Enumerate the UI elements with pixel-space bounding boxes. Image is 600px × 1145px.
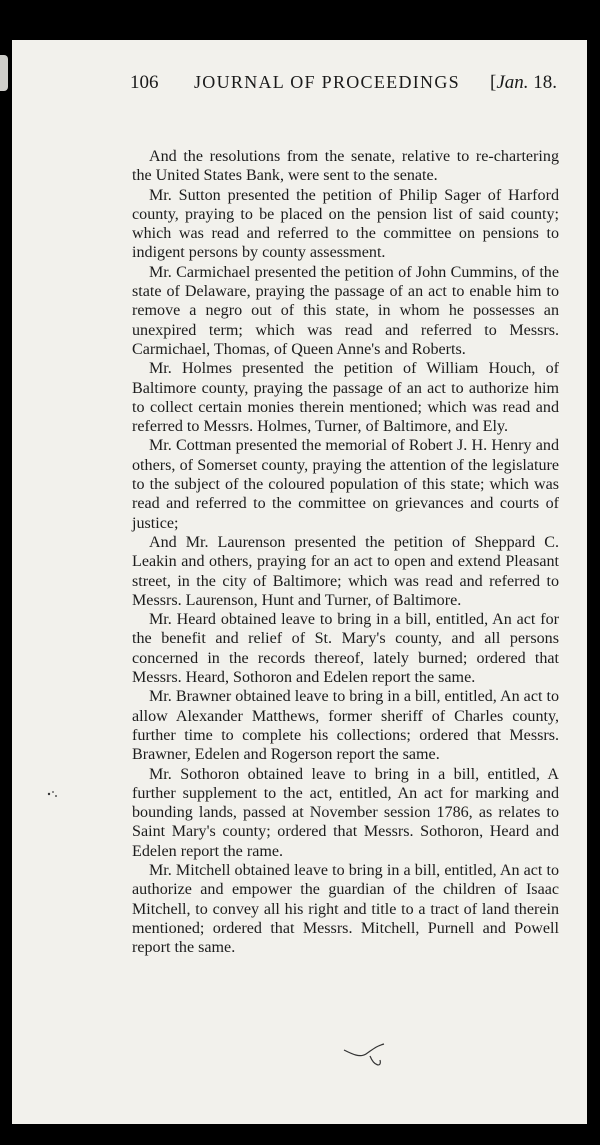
header-date-month: Jan.: [496, 72, 529, 93]
header-date: [490, 72, 557, 94]
left-edge-artifact: [0, 55, 8, 91]
paragraph: Mr. Brawner obtained leave to bring in a bill, entitled, An act to allow Alexander Matthews, former sheriff of Charles county, further time to complete his collections; ordered that Messrs. Brawner, Edelen and Rogerson report the same.: [132, 688, 559, 764]
paragraph: And the resolutions from the senate, relative to re-chartering the United States Bank, were sent to the senate.: [132, 148, 559, 185]
page-number: 106: [130, 72, 159, 93]
paragraph: Mr. Sutton presented the petition of Philip Sager of Harford county, praying to be placed on the pension list of said county; which was read and referred to the committee on pensions to indigent persons by county assessment.: [132, 186, 559, 262]
paragraph: Mr. Carmichael presented the petition of John Cummins, of the state of Delaware, praying the passage of an act to enable him to remove a negro out of this state, in whom he possesses an unexpired term; which was read and referred to Messrs. Carmichael, Thomas, of Queen Anne's and Roberts.: [132, 263, 559, 358]
paragraph: Mr. Mitchell obtained leave to bring in a bill, entitled, An act to authorize and empower the guardian of the children of Isaac Mitchell, to convey all his right and title to a tract of land therein mentioned; ordered that Messrs. Mitchell, Purnell and Powell report the same.: [132, 861, 559, 957]
paragraph: Mr. Holmes presented the petition of William Houch, of Baltimore county, praying the passage of an act to authorize him to collect certain monies therein mentioned; which was read and referred to Messrs. Holmes, Turner, of Baltimore, and Ely.: [132, 360, 559, 436]
page-header: [118, 72, 558, 96]
paragraph: Mr. Cottman presented the memorial of Robert J. H. Henry and others, of Somerset county, praying the attention of the legislature to the subject of the coloured population of this state; which was read and referred to the committee on grievances and courts of justice;: [132, 437, 559, 532]
margin-speck-mark: [46, 790, 60, 800]
paragraph: And Mr. Laurenson presented the petition of Sheppard C. Leakin and others, praying for an act to open and extend Pleasant street, in the city of Baltimore; which was read and referred to Messrs. Laurenson, Hunt and Turner, of Baltimore.: [132, 533, 559, 609]
running-head: JOURNAL OF PROCEEDINGS: [194, 72, 460, 92]
end-flourish-mark: [340, 1040, 396, 1072]
header-date-day: 18.: [528, 72, 558, 93]
header-date-bracket: [: [490, 72, 497, 93]
paragraph: Mr. Heard obtained leave to bring in a bill, entitled, An act for the benefit and relief of St. Mary's county, and all persons concerned in the records thereof, lately burned; ordered that Messrs. Heard, Sothoron and Edelen report the same.: [132, 611, 559, 687]
paragraph: Mr. Sothoron obtained leave to bring in a bill, entitled, A further supplement to the act, entitled, An act for marking and bounding lands, passed at November session 1786, as relates to Saint Mary's county; ordered that Messrs. Sothoron, Heard and Edelen report the rame.: [132, 765, 559, 860]
body-text: [132, 147, 559, 957]
